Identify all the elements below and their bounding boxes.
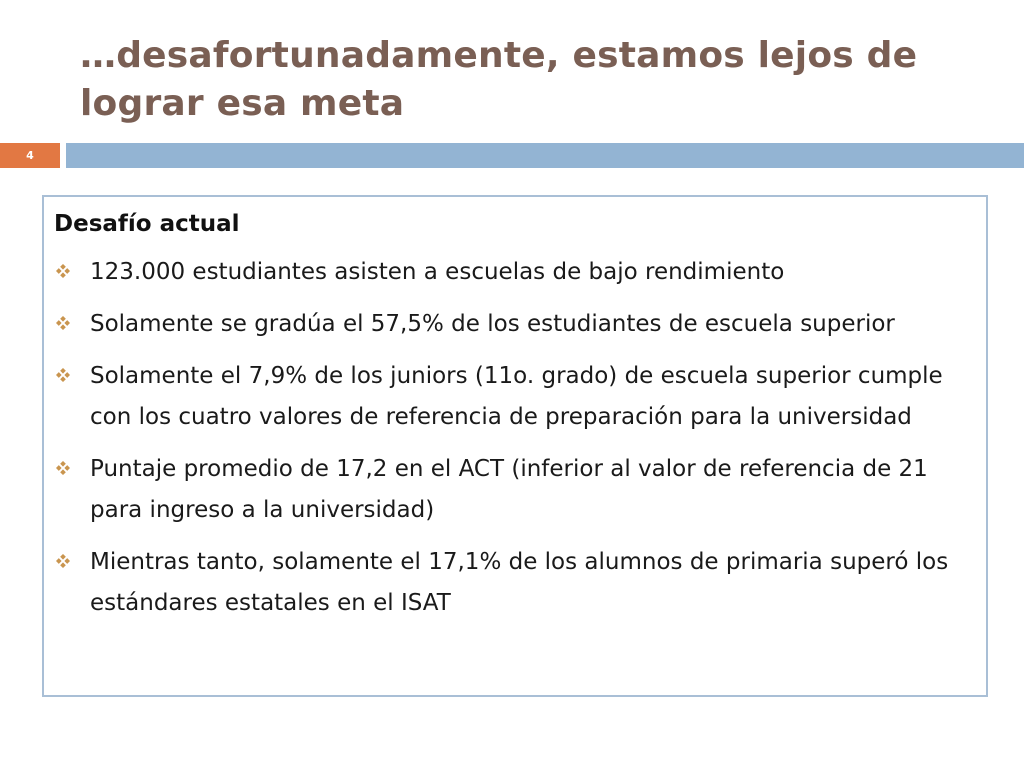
bullet-text: Solamente el 7,9% de los juniors (11o. grado) de escuela superior cumple con los cuatro valores de referencia de preparación para la universidad bbox=[90, 363, 943, 430]
slide-number: 4 bbox=[0, 143, 60, 168]
diamond-bullet-icon bbox=[56, 461, 70, 475]
bullet-item bbox=[54, 356, 974, 438]
diamond-bullet-icon bbox=[56, 368, 70, 382]
diamond-bullet-icon bbox=[56, 316, 70, 330]
bullet-item bbox=[54, 449, 974, 531]
section-heading: Desafío actual bbox=[54, 211, 240, 237]
bullet-list bbox=[54, 252, 974, 624]
bullet-item bbox=[54, 252, 974, 293]
bullet-text: Solamente se gradúa el 57,5% de los estudiantes de escuela superior bbox=[90, 311, 895, 337]
bullet-text: Puntaje promedio de 17,2 en el ACT (inferior al valor de referencia de 21 para ingreso a la universidad) bbox=[90, 456, 928, 523]
diamond-bullet-icon bbox=[56, 264, 70, 278]
bullet-item bbox=[54, 304, 974, 345]
bullet-item bbox=[54, 542, 974, 624]
slide-title: …desafortunadamente, estamos lejos de lograr esa meta bbox=[80, 35, 918, 124]
diamond-bullet-icon bbox=[56, 554, 70, 568]
bullet-text: Mientras tanto, solamente el 17,1% de los alumnos de primaria superó los estándares estatales en el ISAT bbox=[90, 549, 949, 616]
accent-bar bbox=[66, 143, 1024, 168]
content-box bbox=[42, 195, 988, 697]
bullet-text: 123.000 estudiantes asisten a escuelas de bajo rendimiento bbox=[90, 259, 785, 285]
